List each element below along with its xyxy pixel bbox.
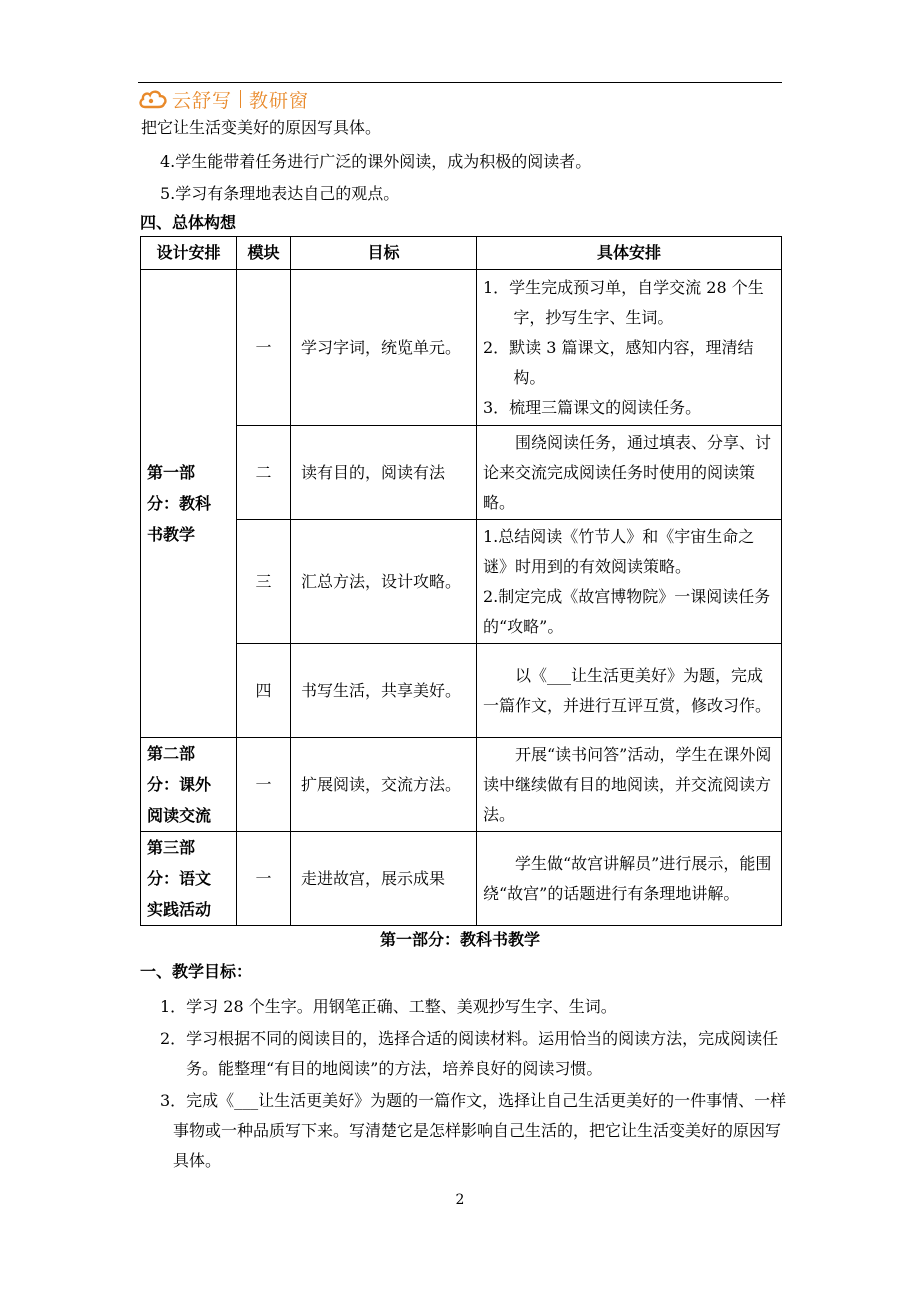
goal-cell: 扩展阅读，交流方法。 xyxy=(291,738,477,832)
intro-line-0: 把它让生活变美好的原因写具体。 xyxy=(141,118,382,137)
plan-cell: 围绕阅读任务，通过填表、分享、讨论来交流完成阅读任务时使用的阅读策略。 xyxy=(477,426,782,520)
part-line: 第三部 xyxy=(147,838,196,857)
module-cell: 一 xyxy=(237,738,291,832)
table-header-row xyxy=(141,237,782,270)
brand-name: 云舒写 xyxy=(172,89,233,112)
part-cell-3 xyxy=(141,832,237,926)
part-line: 分：语文 xyxy=(147,869,212,888)
goal-item: 2．学习根据不同的阅读目的，选择合适的阅读材料。运用恰当的阅读方法，完成阅读任务。能整理“有目的地阅读”的方法，培养良好的阅读习惯。 xyxy=(160,1029,779,1078)
module-cell: 一 xyxy=(237,270,291,426)
goal-cell: 读有目的，阅读有法 xyxy=(291,426,477,520)
table-row xyxy=(141,832,782,926)
goal-item: 3．完成《___让生活更美好》为题的一篇作文，选择让自己生活更美好的一件事情、一样事物或一种品质写下来。写清楚它是怎样影响自己生活的，把它让生活变美好的原因写具体。 xyxy=(160,1091,787,1170)
table-row xyxy=(141,520,782,644)
goal-cell: 走进故宫，展示成果 xyxy=(291,832,477,926)
plan-item: 2．默读 3 篇课文，感知内容，理清结构。 xyxy=(483,337,754,387)
table-row xyxy=(141,270,782,426)
goal-item: 1．学习 28 个生字。用钢笔正确、工整、美观抄写生字、生词。 xyxy=(160,997,617,1016)
intro-line-1: 4.学生能带着任务进行广泛的课外阅读，成为积极的阅读者。 xyxy=(160,152,592,171)
intro-line-2: 5.学习有条理地表达自己的观点。 xyxy=(160,184,400,203)
header-cell: 模块 xyxy=(237,237,291,270)
goals-heading: 一、教学目标： xyxy=(140,962,253,981)
plan-cell: 以《___让生活更美好》为题，完成一篇作文，并进行互评互赏，修改习作。 xyxy=(477,644,782,738)
cloud-icon xyxy=(138,88,168,110)
goal-cell: 书写生活，共享美好。 xyxy=(291,644,477,738)
table-row xyxy=(141,644,782,738)
plan-item: 2.制定完成《故宫博物院》一课阅读任务的“攻略”。 xyxy=(483,586,771,636)
plan-item: 3．梳理三篇课文的阅读任务。 xyxy=(483,397,702,417)
part-line: 第一部 xyxy=(147,463,196,482)
brand-subtitle: 教研窗 xyxy=(249,89,310,112)
header-cell: 目标 xyxy=(291,237,477,270)
plan-table xyxy=(140,236,782,926)
part-line: 阅读交流 xyxy=(147,806,212,825)
part-line: 书教学 xyxy=(147,525,196,544)
module-cell: 三 xyxy=(237,520,291,644)
module-cell: 一 xyxy=(237,832,291,926)
part-cell-2 xyxy=(141,738,237,832)
logo-separator xyxy=(240,90,241,108)
table-row xyxy=(141,738,782,832)
header-rule xyxy=(138,82,782,83)
header-cell: 设计安排 xyxy=(141,237,237,270)
plan-item: 1．学生完成预习单，自学交流 28 个生字，抄写生字、生词。 xyxy=(483,277,764,327)
header-cell: 具体安排 xyxy=(477,237,782,270)
table-row xyxy=(141,426,782,520)
part1-heading: 第一部分：教科书教学 xyxy=(379,930,540,949)
part-line: 第二部 xyxy=(147,744,196,763)
goal-cell: 汇总方法，设计攻略。 xyxy=(291,520,477,644)
part-line: 分：课外 xyxy=(147,775,212,794)
plan-cell: 学生做“故宫讲解员”进行展示，能围绕“故宫”的话题进行有条理地讲解。 xyxy=(477,832,782,926)
part-line: 分：教科 xyxy=(147,494,212,513)
plan-cell xyxy=(477,520,782,644)
module-cell: 四 xyxy=(237,644,291,738)
goals-list xyxy=(160,992,790,1176)
goal-cell: 学习字词，统览单元。 xyxy=(291,270,477,426)
plan-cell: 开展“读书问答”活动，学生在课外阅读中继续做有目的地阅读，并交流阅读方法。 xyxy=(477,738,782,832)
part-line: 实践活动 xyxy=(147,900,212,919)
module-cell: 二 xyxy=(237,426,291,520)
page-number: 2 xyxy=(455,1192,465,1208)
part-cell-1 xyxy=(141,270,237,738)
header-logo xyxy=(138,86,309,112)
plan-cell xyxy=(477,270,782,426)
section-title: 四、总体构想 xyxy=(140,213,237,232)
plan-item: 1.总结阅读《竹节人》和《宇宙生命之谜》时用到的有效阅读策略。 xyxy=(483,526,755,576)
